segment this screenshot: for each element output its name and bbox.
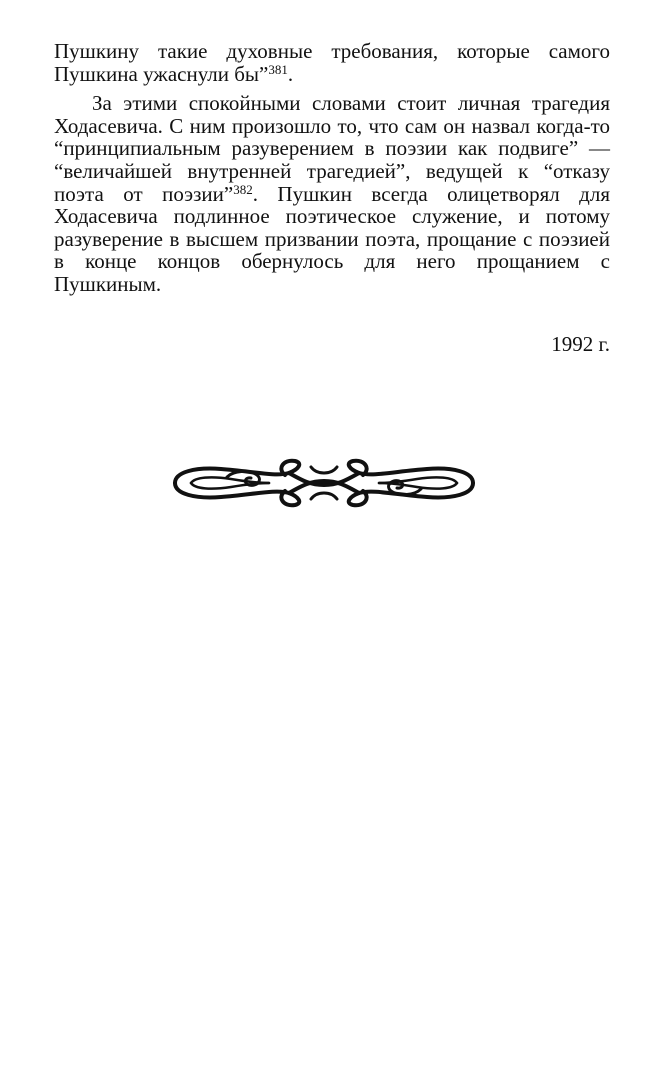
paragraph-1-text: Пушкину такие духовные требования, которые самого Пушкина ужаснули бы” (54, 39, 610, 86)
paragraph-2-part-1: За этими спокойными словами стоит личная трагедия Ходасевича. С ним произошло то, что сам он назвал когда-то “принципиальным разуверением в поэзии как подвиге” — “величайшей внутренней трагедией”, ведущей к “отказу поэта от поэзии” (54, 91, 610, 206)
paragraph-continuation (54, 40, 610, 85)
date-signature: 1992 г. (551, 332, 610, 356)
paragraph-main (54, 92, 610, 295)
footnote-ref-382[interactable]: 382 (233, 181, 253, 197)
footnote-ref-381[interactable]: 381 (268, 61, 288, 77)
paragraph-1-tail: . (287, 61, 294, 86)
scroll-flourish-ornament-icon (171, 455, 477, 511)
page-body (54, 40, 610, 296)
paragraph-2-part-2: . Пушкин всегда олицетворял для Ходасевича подлинное поэтическое служение, и потому разуверение в высшем призвании поэта, прощание с поэзией в конце концов обернулось для него прощанием с Пушкиным. (54, 181, 610, 296)
